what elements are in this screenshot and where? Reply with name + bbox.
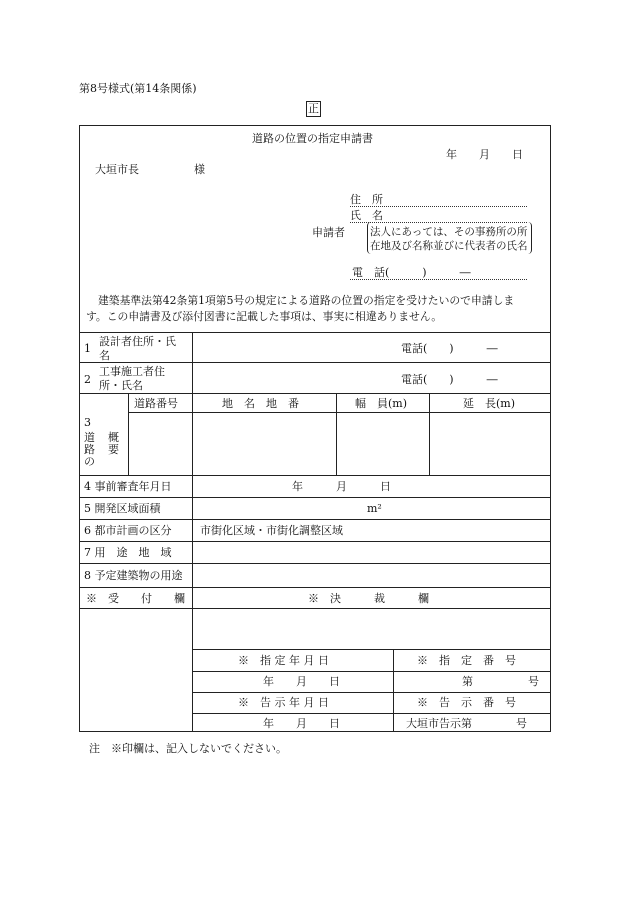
outline-char-3: の xyxy=(84,455,95,468)
designation-date-value: 年 月 日 xyxy=(263,675,340,688)
designation-number-label: ※ 指 定 番 号 xyxy=(417,654,516,667)
reception-label: ※ 受 付 欄 xyxy=(86,592,185,605)
notice-number-label: ※ 告 示 番 号 xyxy=(417,696,516,709)
form-title: 道路の位置の指定申請書 xyxy=(252,132,373,145)
road-number-header: 道路番号 xyxy=(134,397,178,410)
urban-label: 6 都市計画の区分 xyxy=(84,524,172,537)
application-form xyxy=(79,125,551,732)
lot-number-header: 地 名 地 番 xyxy=(222,397,299,410)
length-header: 延 長(m) xyxy=(463,397,516,410)
phone-line[interactable] xyxy=(350,279,527,280)
notice-number-value: 大垣市告示第 号 xyxy=(406,717,527,730)
designer-num: 1 xyxy=(84,342,91,355)
addressee: 大垣市長 様 xyxy=(95,163,205,176)
decision-label: ※ 決 裁 欄 xyxy=(308,592,429,605)
contractor-label-2: 所・氏名 xyxy=(99,379,143,392)
corporate-note-2: 在地及び名称並びに代表者の氏名 xyxy=(370,240,528,252)
area-label: 5 開発区域面積 xyxy=(84,502,161,515)
outline-char-5: 要 xyxy=(108,443,119,456)
urban-value: 市街化区域・市街化調整区域 xyxy=(200,524,343,537)
contractor-label-1: 工事施工者住 xyxy=(99,365,165,378)
prereview-label: 4 事前審査年月日 xyxy=(84,480,172,493)
outline-char-1: 道 xyxy=(84,431,95,444)
notice-date-value: 年 月 日 xyxy=(263,717,340,730)
designation-date-label: ※ 指 定 年 月 日 xyxy=(238,654,329,667)
outline-char-2: 路 xyxy=(84,443,95,456)
area-unit: m² xyxy=(367,502,382,515)
width-header: 幅 員(m) xyxy=(355,397,408,410)
notice-date-label: ※ 告 示 年 月 日 xyxy=(238,696,329,709)
applicant-phone: 電 話( ) ― xyxy=(352,266,471,279)
usage-label: 8 予定建築物の用途 xyxy=(84,569,183,582)
designation-number-value: 第 号 xyxy=(462,675,539,688)
statement-2: す。この申請書及び添付図書に記載した事項は、事実に相違ありません。 xyxy=(86,310,443,323)
form-number: 第8号様式(第14条関係) xyxy=(79,82,197,95)
corporate-note-1: 法人にあっては、その事務所の所 xyxy=(370,226,528,238)
prereview-value: 年 月 日 xyxy=(292,480,391,493)
contractor-phone: 電話( ) ― xyxy=(401,373,498,386)
outline-char-4: 概 xyxy=(108,431,119,444)
contractor-num: 2 xyxy=(84,373,91,386)
date-line: 年 月 日 xyxy=(446,148,523,161)
sei-mark: 正 xyxy=(308,102,319,115)
outline-num: 3 xyxy=(84,416,91,429)
statement-1: 建築基準法第42条第1項第5号の規定による道路の位置の指定を受けたいので申請しま xyxy=(98,294,515,307)
designer-label-1: 設計者住所・氏 xyxy=(99,335,176,348)
designer-phone: 電話( ) ― xyxy=(401,342,498,355)
corporate-note-bracket xyxy=(367,222,532,254)
designer-label-2: 名 xyxy=(99,349,110,362)
address-label: 住 所 xyxy=(350,193,383,206)
applicant-label: 申請者 xyxy=(312,226,345,239)
zoning-label: 7 用 途 地 域 xyxy=(84,546,172,559)
name-label: 氏 名 xyxy=(350,209,383,222)
footer-note: 注 ※印欄は、記入しないでください。 xyxy=(89,742,287,755)
address-line[interactable] xyxy=(350,206,527,207)
